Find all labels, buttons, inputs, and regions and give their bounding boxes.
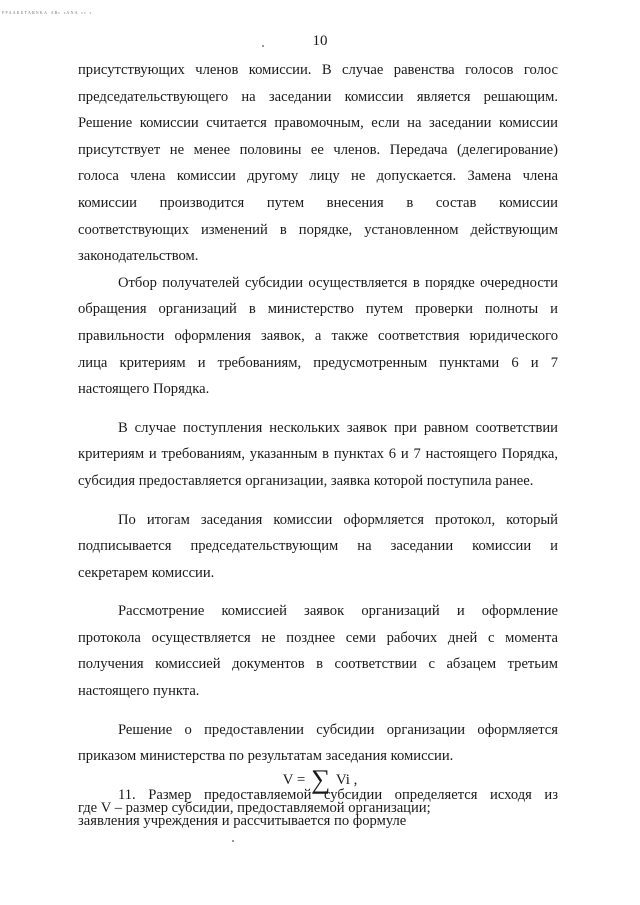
text-line: В случае поступления нескольких заявок при равном соответствии (118, 419, 558, 436)
text-line: Решение о предоставлении субсидии организации оформляется (118, 721, 558, 738)
text-line: Рассмотрение комиссией заявок организаций и оформление (118, 603, 558, 620)
subsidy-formula (0, 764, 640, 795)
text-line: 11. Размер предоставляемой субсидии определяется исходя из (118, 786, 558, 803)
text-line: присутствует не менее половины ее членов. Передача (делегирование) (78, 141, 558, 158)
text-line: Отбор получателей субсидии осуществляется в порядке очередности (118, 274, 558, 291)
formula-lhs: V = (282, 772, 306, 788)
text-line: соответствующих изменений в порядке, установленном действующим (78, 221, 558, 238)
text-line: заявления учреждения и рассчитывается по формуле (78, 813, 407, 830)
formula-rhs: Vi , (335, 772, 358, 788)
text-line: председательствующего на заседании комиссии является решающим. (78, 88, 558, 105)
text-line: приказом министерства по результатам заседания комиссии. (78, 748, 454, 765)
paragraph-review-deadline (78, 598, 558, 704)
text-line: По итогам заседания комиссии оформляется протокол, который (118, 511, 558, 528)
text-line: законодательством. (78, 248, 199, 265)
text-line: обращения организаций в министерство путем проверки полноты и (78, 301, 558, 318)
sigma-symbol: ∑ (311, 764, 331, 794)
text-line: присутствующих членов комиссии. В случае равенства голосов голос (78, 62, 558, 78)
paragraph-commission-voting (78, 57, 558, 270)
document-body (78, 57, 558, 835)
text-line: настоящего Порядка. (78, 381, 210, 398)
text-line: Решение комиссии считается правомочным, если на заседании комиссии (78, 115, 558, 132)
formula-definition: где V – размер субсидии, предоставляемой организации; (78, 800, 431, 816)
text-line: получения комиссией документов в соответствии с абзацем третьим (78, 656, 558, 673)
text-line: комиссии производится путем внесения в состав комиссии (78, 194, 558, 211)
page-number: 10 (312, 33, 328, 49)
text-line: секретарем комиссии. (78, 564, 215, 581)
text-line: лица критериям и требованиям, предусмотренным пунктами 6 и 7 (78, 354, 558, 371)
text-line: критериям и требованиям, указанным в пунктах 6 и 7 настоящего Порядка, (78, 446, 558, 463)
scan-speck (262, 45, 264, 47)
scan-speck (232, 840, 234, 842)
text-line: голоса члена комиссии другому лицу не допускается. Замена члена (78, 168, 558, 185)
paragraph-protocol (78, 507, 558, 587)
paragraph-decision (78, 717, 558, 770)
text-line: правильности оформления заявок, а также соответствия юридического (78, 327, 558, 344)
paragraph-selection-order (78, 270, 558, 403)
text-line: подписывается председательствующим на заседании комиссии и (78, 538, 558, 555)
text-line: настоящего пункта. (78, 683, 200, 700)
text-line: протокола осуществляется не позднее семи рабочих дней с момента (78, 629, 558, 646)
text-line: субсидия предоставляется организации, заявка которой поступила ранее. (78, 472, 534, 489)
scan-artifact: ᴾᴾᴬᴬᴷᴱᵀᴬᴮᴺᴷᴬ ᴬᴮᶜ ˢᴬᴺᴬ ᶜᶜ ˢ (2, 10, 93, 18)
paragraph-multiple-applications (78, 415, 558, 495)
